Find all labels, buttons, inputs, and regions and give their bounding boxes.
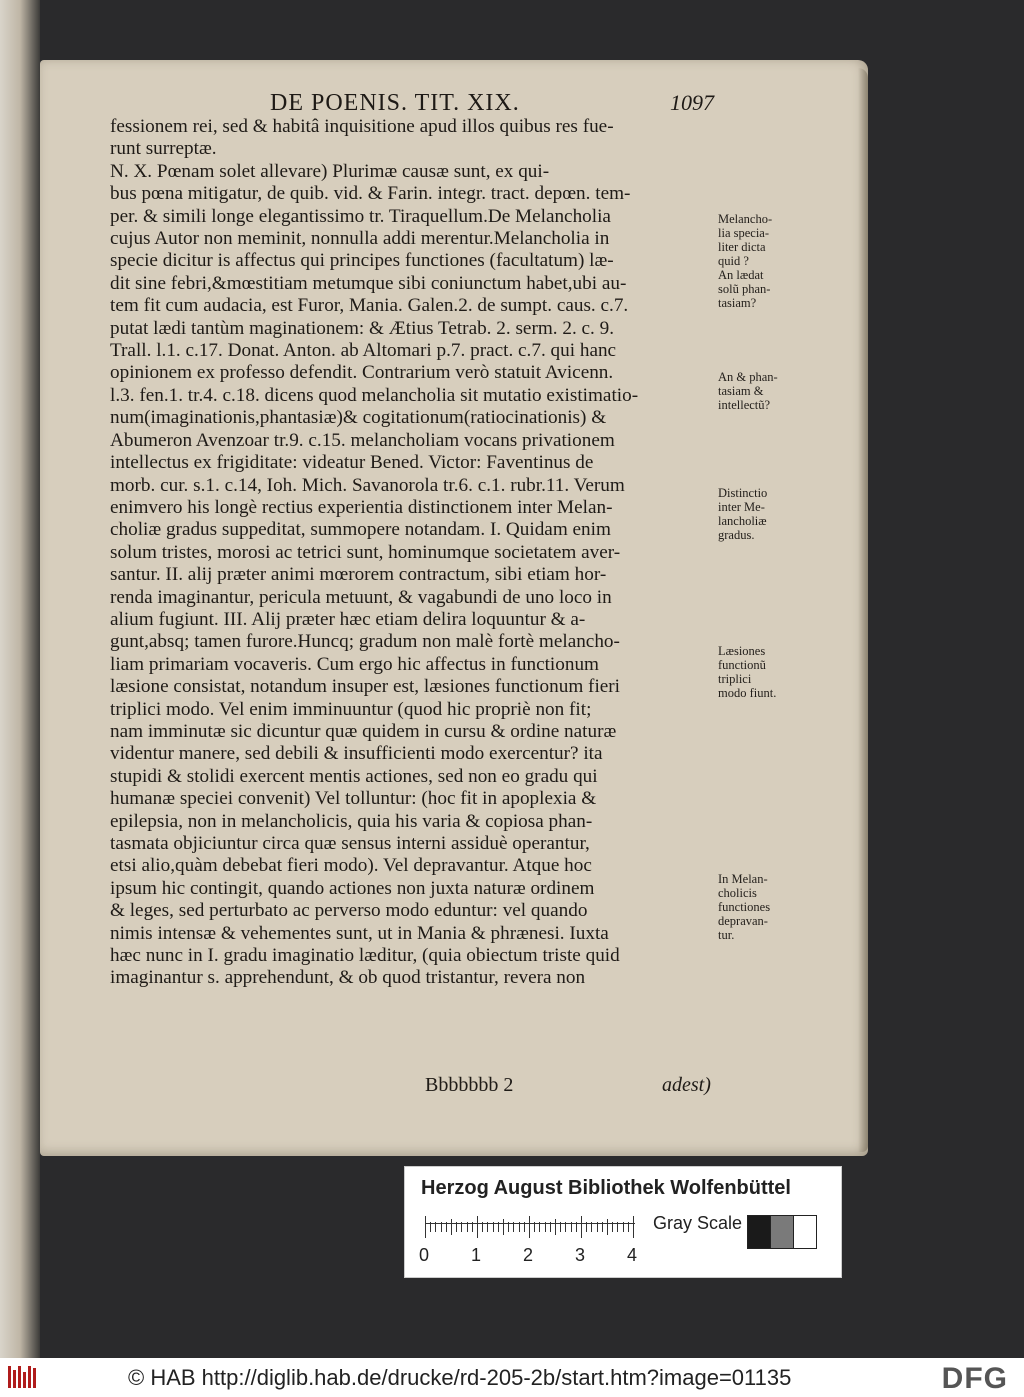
ruler-tick [461, 1222, 462, 1232]
margin-note-line: tasiam & [718, 384, 764, 398]
ruler-tick [477, 1216, 478, 1238]
ruler-tick [487, 1222, 488, 1232]
footer-copyright-link[interactable]: © HAB http://diglib.hab.de/drucke/rd-205-2b/start.htm?image=01135 [128, 1365, 792, 1390]
gray-swatch [747, 1215, 771, 1249]
ruler-tick [612, 1222, 613, 1232]
footer-bar [0, 1358, 1024, 1397]
text-line: choliæ gradus suppeditat, summopere notandam. I. Quidam enim [110, 519, 611, 541]
margin-note-line: liter dicta [718, 240, 766, 254]
ruler-number: 1 [471, 1245, 482, 1265]
margin-note [718, 644, 808, 700]
text-line: solum tristes, morosi ac tetrici sunt, hominumque societatem aver- [110, 541, 621, 563]
text-line: morb. cur. s.1. c.14, Ioh. Mich. Savanorola tr.6. c.1. rubr.11. Verum [110, 474, 625, 496]
ruler-tick [555, 1219, 556, 1235]
text-line: N. X. Pœnam solet allevare) Plurimæ causæ sunt, ex qui- [110, 160, 550, 182]
margin-note-line: intellectũ? [718, 398, 771, 412]
ruler-tick [430, 1222, 431, 1232]
margin-note-line: lancholiæ [718, 514, 767, 528]
text-line: alium fugiunt. III. Alij præter hæc etiam delira loquuntur & a- [110, 608, 586, 630]
ruler-tick [446, 1222, 447, 1232]
margin-note-line: An & phan- [718, 370, 778, 384]
text-line: Trall. l.1. c.17. Donat. Anton. ab Altomari p.7. pract. c.7. qui hanc [110, 340, 617, 362]
margin-note-line: depravan- [718, 914, 768, 928]
text-line: gunt,absq; tamen furore.Huncq; gradum non malè fortè melancho- [110, 631, 620, 653]
ruler-tick [503, 1219, 504, 1235]
text-line: l.3. fen.1. tr.4. c.18. dicens quod melancholia sit mutatio existimatio- [110, 384, 639, 406]
gray-scale-label: Gray Scale [653, 1213, 743, 1233]
margin-note-line: Melancho- [718, 212, 773, 226]
margin-note-line: tur. [718, 928, 735, 942]
text-line: tasmata objiciuntur circa quæ sensus interni assiduè operantur, [110, 833, 590, 854]
ruler-tick [519, 1222, 520, 1232]
ruler-tick [435, 1222, 436, 1232]
text-line: runt surreptæ. [110, 138, 217, 160]
text-line: dit sine febri,&mœstitiam metumque sibi coniunctum habet,ubi au- [110, 272, 627, 294]
text-line: læsione consistat, notandum insuper est, læsiones functionum fieri [110, 676, 621, 698]
margin-note [718, 212, 808, 310]
margin-note-line: tasiam? [718, 296, 757, 310]
ruler-tick [607, 1219, 608, 1235]
ruler-tick [539, 1222, 540, 1232]
text-line: nam imminutæ sic dicuntur quæ quidem in cursu & ordine naturæ [110, 720, 617, 742]
text-line: ipsum hic contingit, quando actiones non juxta naturæ ordinem [110, 877, 595, 899]
ruler-tick [545, 1222, 546, 1232]
ruler-tick [591, 1222, 592, 1232]
text-line: nimis intensæ & vehementes sunt, ut in Mania & phrænesi. Iuxta [110, 922, 609, 944]
ruler-tick [513, 1222, 514, 1232]
margin-note-line: gradus. [718, 528, 755, 542]
text-line: opinionem ex professo defendit. Contrarium verò statuit Avicenn. [110, 362, 614, 384]
margin-note [718, 486, 808, 542]
ruler-tick [633, 1216, 634, 1238]
ruler-tick [628, 1222, 629, 1232]
text-line: per. & simili longe elegantissimo tr. Tiraquellum.De Melancholia [110, 205, 611, 227]
text-line: num(imaginationis,phantasiæ)& cogitationum(ratiocinationis) & [110, 407, 607, 429]
ruler-tick [576, 1222, 577, 1232]
text-line: Abumeron Avenzoar tr.9. c.15. melancholiam vocans privationem [110, 429, 615, 451]
ruler-number: 0 [419, 1245, 430, 1265]
text-line: liam primariam vocaveris. Cum ergo hic affectus in functionum [110, 653, 599, 675]
margin-note-line: quid ? [718, 254, 749, 268]
margin-note-line: Distinctio [718, 486, 768, 500]
text-line: putat lædi tantùm maginationem: & Ætius Tetrab. 2. serm. 2. c. 9. [110, 317, 615, 339]
text-line: epilepsia, non in melancholicis, quia his varia & copiosa phan- [110, 810, 593, 832]
ruler-number: 2 [523, 1245, 534, 1265]
ruler-tick [571, 1222, 572, 1232]
ruler-tick [586, 1222, 587, 1232]
ruler-tick [467, 1222, 468, 1232]
margin-note-line: functionũ [718, 658, 766, 672]
ruler-tick [529, 1216, 530, 1238]
page-number: 1097 [670, 90, 714, 115]
ruler-tick [451, 1219, 452, 1235]
color-calibration-card [404, 1166, 842, 1278]
gray-swatch [770, 1215, 794, 1249]
margin-note [718, 872, 808, 942]
text-line: videntur manere, sed debili & insufficienti modo exercentur? ita [110, 743, 603, 765]
ruler-tick [498, 1222, 499, 1232]
body-text [110, 116, 718, 990]
ruler-tick [617, 1222, 618, 1232]
text-line: enimvero his longè rectius experientia distinctionem inter Melan- [110, 496, 613, 518]
catchword: adest) [662, 1074, 711, 1096]
margin-note-line: An lædat [718, 268, 764, 282]
ruler-tick [602, 1222, 603, 1232]
margin-note-line: Læsiones [718, 644, 766, 658]
text-line: intellectus ex frigiditate: videatur Bened. Victor: Faventinus de [110, 452, 594, 474]
text-line: etsi alio,quàm debebat fieri modo). Vel depravantur. Atque hoc [110, 855, 592, 877]
text-line: renda imaginantur, pericula metuunt, & vagabundi de uno loco in [110, 586, 612, 608]
ruler-tick [581, 1216, 582, 1238]
library-name: Herzog August Bibliothek Wolfenbüttel [421, 1177, 791, 1199]
margin-note [718, 370, 808, 412]
ruler-tick [508, 1222, 509, 1232]
margin-note-line: solũ phan- [718, 282, 771, 296]
facing-page-edge [0, 0, 40, 1358]
margin-note-line: functiones [718, 900, 771, 914]
text-line: triplici modo. Vel enim imminuuntur (quod hic propriè non fit; [110, 698, 592, 720]
running-header: DE POENIS. TIT. XIX. [270, 90, 520, 116]
margin-note-line: In Melan- [718, 872, 768, 886]
margin-note-line: triplici [718, 672, 752, 686]
ruler-tick [560, 1222, 561, 1232]
dfg-logo: DFG [941, 1362, 1008, 1395]
margin-note-line: cholicis [718, 886, 757, 900]
ruler-tick [550, 1222, 551, 1232]
ruler-tick [597, 1222, 598, 1232]
ruler-tick [456, 1222, 457, 1232]
text-line: tem fit cum audacia, est Furor, Mania. Galen.2. de sumpt. caus. c.7. [110, 295, 629, 317]
ruler-tick [524, 1222, 525, 1232]
text-line: humanæ speciei convenit) Vel tolluntur: (hoc fit in apoplexia & [110, 788, 597, 810]
ruler-tick [441, 1222, 442, 1232]
text-line: specie dicitur is affectus qui principes functiones (facultatum) læ- [110, 250, 614, 272]
text-line: hæc nunc in I. gradu imaginatio læditur, (quia obiectum triste quid [110, 945, 620, 967]
text-line: fessionem rei, sed & habitâ inquisitione apud illos quibus res fue- [110, 116, 614, 137]
text-line: & leges, sed perturbato ac perverso modo eduntur: vel quando [110, 900, 588, 922]
ruler-number: 4 [627, 1245, 638, 1265]
margin-note-line: modo fiunt. [718, 686, 777, 700]
margin-note-line: inter Me- [718, 500, 765, 514]
book-page [40, 60, 868, 1156]
ruler-number: 3 [575, 1245, 586, 1265]
ruler-tick [565, 1222, 566, 1232]
signature-mark: Bbbbbbb 2 [425, 1074, 514, 1096]
text-line: stupidi & stolidi exercent mentis actiones, sed non eo gradu qui [110, 765, 598, 787]
text-line: bus pœna mitigatur, de quib. vid. & Farin. integr. tract. depœn. tem- [110, 183, 631, 205]
ruler-tick [493, 1222, 494, 1232]
ruler-tick [534, 1222, 535, 1232]
text-line: santur. II. alij præter animi mœrorem contractum, sibi etiam hor- [110, 564, 607, 586]
text-line: cujus Autor non meminit, nonnulla addi merentur.Melancholia in [110, 228, 610, 250]
gray-swatch [793, 1215, 817, 1249]
ruler-tick [425, 1216, 426, 1238]
margin-note-line: lia specia- [718, 226, 770, 240]
hab-logo-icon [8, 1366, 44, 1388]
ruler-tick [482, 1222, 483, 1232]
text-line: imaginantur s. apprehendunt, & ob quod tristantur, revera non [110, 967, 586, 989]
ruler-tick [623, 1222, 624, 1232]
ruler-tick [472, 1222, 473, 1232]
